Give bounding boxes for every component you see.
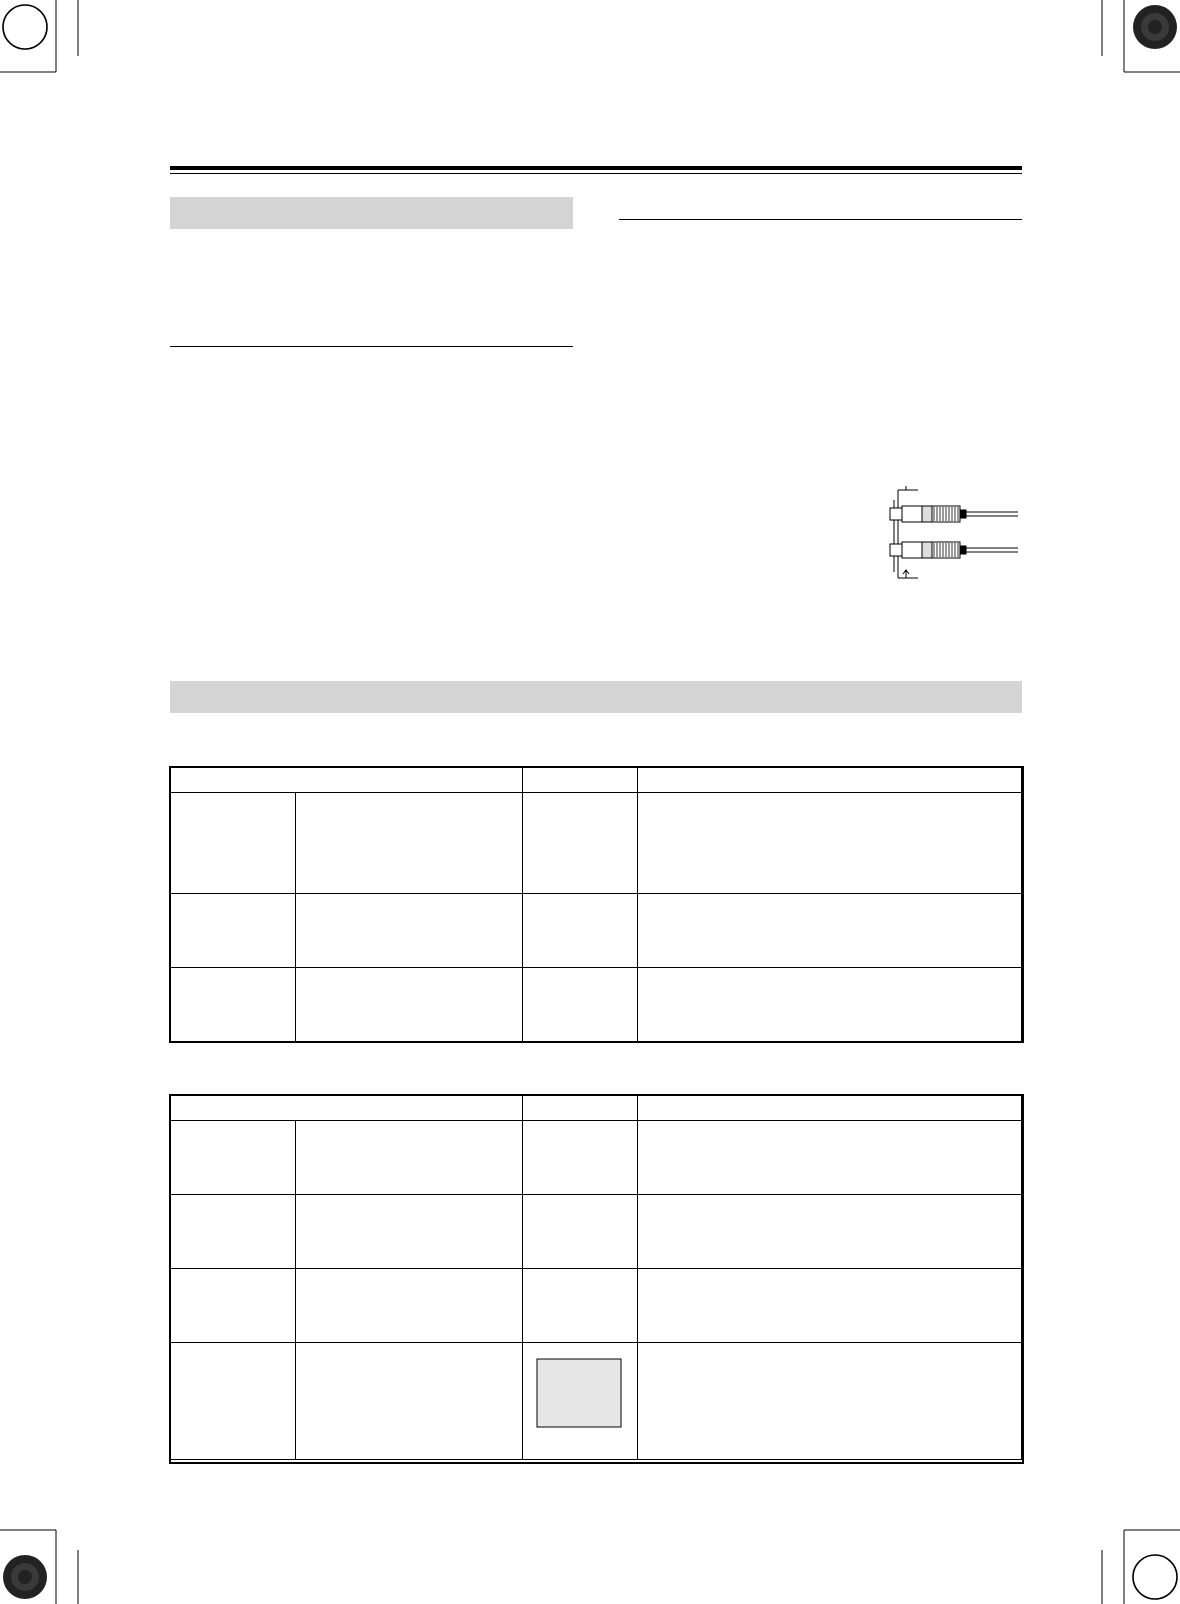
audio-connection-table	[170, 1095, 1022, 1460]
composite-video-jack-icon	[523, 968, 637, 1041]
row-description-cell	[638, 1195, 1022, 1269]
page-top-rule	[170, 166, 1022, 170]
header-jack-cell	[523, 768, 638, 793]
coaxial-digital-jack-icon	[523, 1195, 637, 1268]
table-header-row	[171, 1096, 1022, 1121]
composite-video-jack-cell	[523, 968, 638, 1042]
analog-audio-jacks-icon	[523, 1269, 637, 1342]
row-description-cell	[638, 1343, 1022, 1460]
header-description-cell	[638, 1096, 1022, 1121]
multich-input-panel-cell	[523, 1343, 638, 1460]
row-description-cell	[638, 1121, 1022, 1195]
multich-input-panel-icon	[523, 1343, 637, 1459]
coaxial-digital-cable-cell	[296, 1195, 523, 1269]
table-row	[171, 1343, 1022, 1460]
component-video-jacks-icon	[523, 793, 637, 893]
optical-digital-cable-cell	[296, 1121, 523, 1195]
row-description-cell	[638, 894, 1022, 968]
optical-digital-jack-icon	[523, 1121, 637, 1194]
row-label-cell	[171, 894, 296, 968]
s-video-jack-cell	[523, 894, 638, 968]
coaxial-digital-cable-icon	[296, 1195, 522, 1268]
analog-audio-jacks-cell	[523, 1269, 638, 1343]
component-video-cable-cell	[296, 793, 523, 894]
multichannel-analog-cable-icon	[296, 1343, 522, 1459]
row-label-cell	[171, 1269, 296, 1343]
composite-video-cable-cell	[296, 968, 523, 1042]
header-cable-cell	[171, 1096, 523, 1121]
table-row	[171, 1195, 1022, 1269]
optical-digital-cable-icon	[296, 1121, 522, 1194]
row-description-cell	[638, 793, 1022, 894]
multichannel-analog-cable-cell	[296, 1343, 523, 1460]
section-bar-middle	[170, 681, 1022, 713]
table-row	[171, 793, 1022, 894]
component-video-jacks-cell	[523, 793, 638, 894]
plug-insertion-illustration	[888, 486, 1022, 586]
coaxial-digital-jack-cell	[523, 1195, 638, 1269]
table-header-row	[171, 768, 1022, 793]
composite-video-cable-icon	[296, 968, 522, 1041]
analog-audio-cable-cell	[296, 1269, 523, 1343]
video-connection-table	[170, 767, 1022, 1042]
table-row	[171, 894, 1022, 968]
row-label-cell	[171, 1195, 296, 1269]
section-bar-top-left	[170, 197, 573, 229]
table-row	[171, 1269, 1022, 1343]
row-label-cell	[171, 968, 296, 1042]
table-row	[171, 1121, 1022, 1195]
right-subsection-rule	[619, 219, 1022, 220]
s-video-jack-icon	[523, 894, 637, 967]
header-description-cell	[638, 768, 1022, 793]
page-top-subrule	[170, 173, 1022, 174]
header-jack-cell	[523, 1096, 638, 1121]
table-row	[171, 968, 1022, 1042]
row-label-cell	[171, 1121, 296, 1195]
s-video-cable-cell	[296, 894, 523, 968]
audio-video-cable-illustration	[700, 374, 940, 474]
analog-audio-cable-icon	[296, 1269, 522, 1342]
optical-digital-jack-cell	[523, 1121, 638, 1195]
row-description-cell	[638, 1269, 1022, 1343]
left-subsection-rule	[170, 346, 573, 347]
s-video-cable-icon	[296, 894, 522, 967]
row-description-cell	[638, 968, 1022, 1042]
component-video-cable-icon	[296, 793, 522, 893]
row-label-cell	[171, 1343, 296, 1460]
header-cable-cell	[171, 768, 523, 793]
row-label-cell	[171, 793, 296, 894]
